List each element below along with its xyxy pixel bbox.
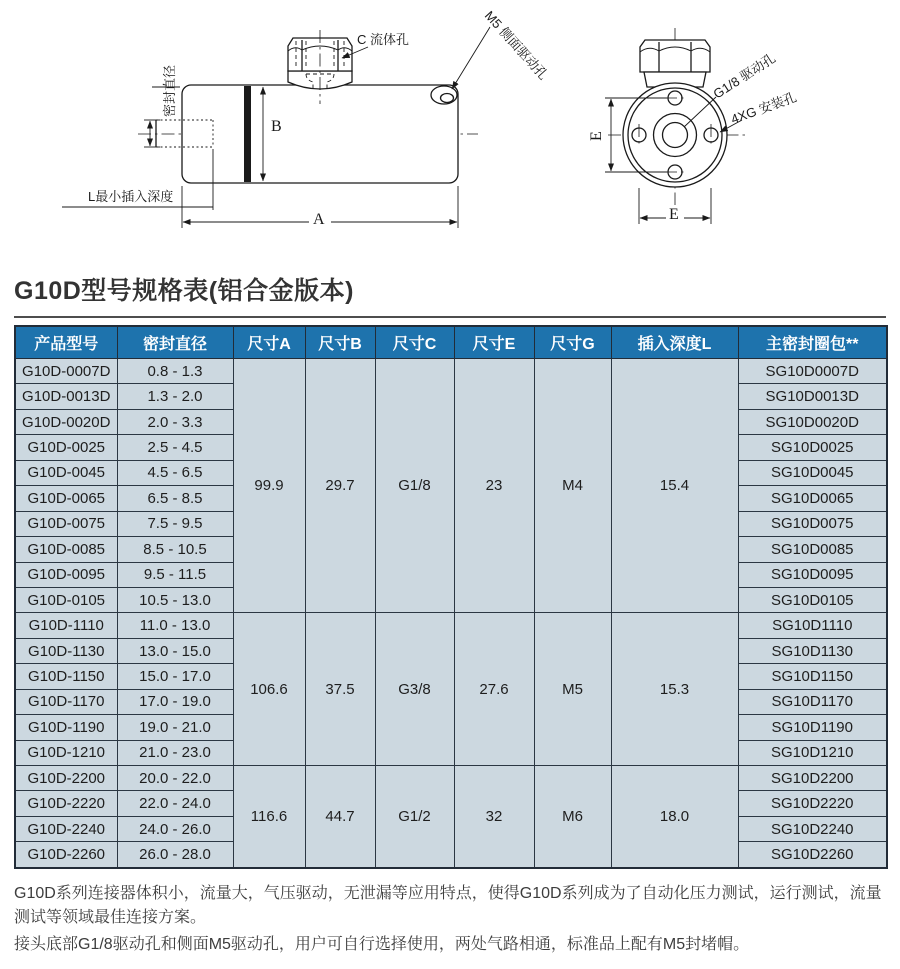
seal-pack-cell: SG10D1130 xyxy=(738,638,887,663)
fluid-hole-label: C 流体孔 xyxy=(357,32,410,47)
min-insert-depth-label: L最小插入深度 xyxy=(88,189,174,204)
seal-diameter-cell: 10.5 - 13.0 xyxy=(117,587,233,612)
column-header: 尺寸A xyxy=(233,326,305,359)
model-cell: G10D-1130 xyxy=(15,638,117,663)
model-cell: G10D-1170 xyxy=(15,689,117,714)
dim-a-cell: 99.9 xyxy=(233,359,305,613)
seal-pack-cell: SG10D2260 xyxy=(738,842,887,868)
mount-hole-label: 4XG 安装孔 xyxy=(728,89,799,127)
dim-g-cell: M6 xyxy=(534,766,611,868)
model-cell: G10D-0065 xyxy=(15,486,117,511)
m5-side-hole-label: M5 侧面驱动孔 xyxy=(481,7,551,83)
insert-depth-cell: 15.4 xyxy=(611,359,738,613)
seal-diameter-cell: 0.8 - 1.3 xyxy=(117,359,233,384)
seal-pack-cell: SG10D0105 xyxy=(738,587,887,612)
seal-diameter-cell: 24.0 - 26.0 xyxy=(117,816,233,841)
seal-pack-cell: SG10D0065 xyxy=(738,486,887,511)
dim-g-cell: M4 xyxy=(534,359,611,613)
seal-diameter-cell: 6.5 - 8.5 xyxy=(117,486,233,511)
seal-diameter-cell: 21.0 - 23.0 xyxy=(117,740,233,765)
note-paragraph: 接头底部G1/8驱动孔和侧面M5驱动孔，用户可自行选择使用，两处气路相通，标准品上配有M5封堵帽。 xyxy=(14,935,750,953)
seal-diameter-cell: 2.0 - 3.3 xyxy=(117,409,233,434)
seal-pack-cell: SG10D0020D xyxy=(738,409,887,434)
drive-hole-label: G1/8 驱动孔 xyxy=(710,50,779,102)
insert-depth-cell: 15.3 xyxy=(611,613,738,766)
dim-b-cell: 29.7 xyxy=(305,359,375,613)
dim-b-label: B xyxy=(271,118,282,135)
seal-diameter-cell: 22.0 - 24.0 xyxy=(117,791,233,816)
column-header: 产品型号 xyxy=(15,326,117,359)
model-cell: G10D-0045 xyxy=(15,460,117,485)
model-cell: G10D-0013D xyxy=(15,384,117,409)
model-cell: G10D-2240 xyxy=(15,816,117,841)
seal-pack-cell: SG10D1150 xyxy=(738,664,887,689)
seal-pack-cell: SG10D2200 xyxy=(738,766,887,791)
seal-pack-cell: SG10D1190 xyxy=(738,715,887,740)
column-header: 密封直径 xyxy=(117,326,233,359)
seal-diameter-cell: 1.3 - 2.0 xyxy=(117,384,233,409)
dim-e-vertical-label: E xyxy=(588,131,605,141)
table-row xyxy=(15,766,887,791)
seal-diameter-cell: 8.5 - 10.5 xyxy=(117,537,233,562)
model-cell: G10D-0075 xyxy=(15,511,117,536)
dim-a-label: A xyxy=(313,211,325,228)
column-header: 插入深度L xyxy=(611,326,738,359)
description-notes xyxy=(14,882,886,957)
seal-pack-cell: SG10D0085 xyxy=(738,537,887,562)
seal-diameter-cell: 17.0 - 19.0 xyxy=(117,689,233,714)
dim-b-cell: 44.7 xyxy=(305,766,375,868)
model-cell: G10D-1190 xyxy=(15,715,117,740)
dim-c-cell: G1/2 xyxy=(375,766,454,868)
model-cell: G10D-0020D xyxy=(15,409,117,434)
model-cell: G10D-2220 xyxy=(15,791,117,816)
dim-e-horizontal-label: E xyxy=(669,206,679,223)
note-paragraph: G10D系列连接器体积小，流量大，气压驱动，无泄漏等应用特点，使得G10D系列成为了自动化压力测试，运行测试，流量测试等领域最佳连接方案。 xyxy=(14,884,882,926)
dim-a-cell: 116.6 xyxy=(233,766,305,868)
seal-pack-cell: SG10D1110 xyxy=(738,613,887,638)
model-cell: G10D-2260 xyxy=(15,842,117,868)
collar-band xyxy=(244,86,251,182)
seal-pack-cell: SG10D0045 xyxy=(738,460,887,485)
spec-table xyxy=(14,325,888,869)
model-cell: G10D-0025 xyxy=(15,435,117,460)
column-header: 尺寸B xyxy=(305,326,375,359)
dim-b-cell: 37.5 xyxy=(305,613,375,766)
seal-pack-cell: SG10D2240 xyxy=(738,816,887,841)
column-header: 尺寸G xyxy=(534,326,611,359)
header-row xyxy=(15,326,887,359)
table-row xyxy=(15,359,887,384)
dim-c-cell: G3/8 xyxy=(375,613,454,766)
seal-pack-cell: SG10D0013D xyxy=(738,384,887,409)
seal-diameter-cell: 15.0 - 17.0 xyxy=(117,664,233,689)
seal-diameter-cell: 11.0 - 13.0 xyxy=(117,613,233,638)
column-header: 尺寸E xyxy=(454,326,534,359)
seal-diameter-cell: 26.0 - 28.0 xyxy=(117,842,233,868)
seal-pack-cell: SG10D0025 xyxy=(738,435,887,460)
model-cell: G10D-0007D xyxy=(15,359,117,384)
insert-depth-cell: 18.0 xyxy=(611,766,738,868)
column-header: 尺寸C xyxy=(375,326,454,359)
model-cell: G10D-2200 xyxy=(15,766,117,791)
dim-g-cell: M5 xyxy=(534,613,611,766)
model-cell: G10D-1210 xyxy=(15,740,117,765)
side-view-drawing xyxy=(62,8,551,228)
dim-a-cell: 106.6 xyxy=(233,613,305,766)
seal-pack-cell: SG10D1170 xyxy=(738,689,887,714)
seal-pack-cell: SG10D1210 xyxy=(738,740,887,765)
seal-diameter-cell: 7.5 - 9.5 xyxy=(117,511,233,536)
seal-pack-cell: SG10D2220 xyxy=(738,791,887,816)
spec-table-body xyxy=(15,359,887,868)
model-cell: G10D-1150 xyxy=(15,664,117,689)
seal-pack-cell: SG10D0095 xyxy=(738,562,887,587)
model-cell: G10D-0105 xyxy=(15,587,117,612)
seal-diameter-cell: 19.0 - 21.0 xyxy=(117,715,233,740)
seal-pack-cell: SG10D0075 xyxy=(738,511,887,536)
model-cell: G10D-0095 xyxy=(15,562,117,587)
seal-diameter-cell: 2.5 - 4.5 xyxy=(117,435,233,460)
seal-diameter-label: 密封直径 xyxy=(162,64,177,117)
model-cell: G10D-1110 xyxy=(15,613,117,638)
seal-diameter-cell: 13.0 - 15.0 xyxy=(117,638,233,663)
dim-e-cell: 23 xyxy=(454,359,534,613)
seal-diameter-cell: 9.5 - 11.5 xyxy=(117,562,233,587)
technical-drawing xyxy=(0,0,900,268)
dim-e-cell: 32 xyxy=(454,766,534,868)
dim-e-cell: 27.6 xyxy=(454,613,534,766)
seal-pack-cell: SG10D0007D xyxy=(738,359,887,384)
column-header: 主密封圈包** xyxy=(738,326,887,359)
end-view-drawing xyxy=(588,28,799,224)
section-title: G10D型号规格表(铝合金版本) xyxy=(14,268,886,318)
model-cell: G10D-0085 xyxy=(15,537,117,562)
seal-diameter-cell: 20.0 - 22.0 xyxy=(117,766,233,791)
table-row xyxy=(15,613,887,638)
dim-c-cell: G1/8 xyxy=(375,359,454,613)
seal-diameter-cell: 4.5 - 6.5 xyxy=(117,460,233,485)
